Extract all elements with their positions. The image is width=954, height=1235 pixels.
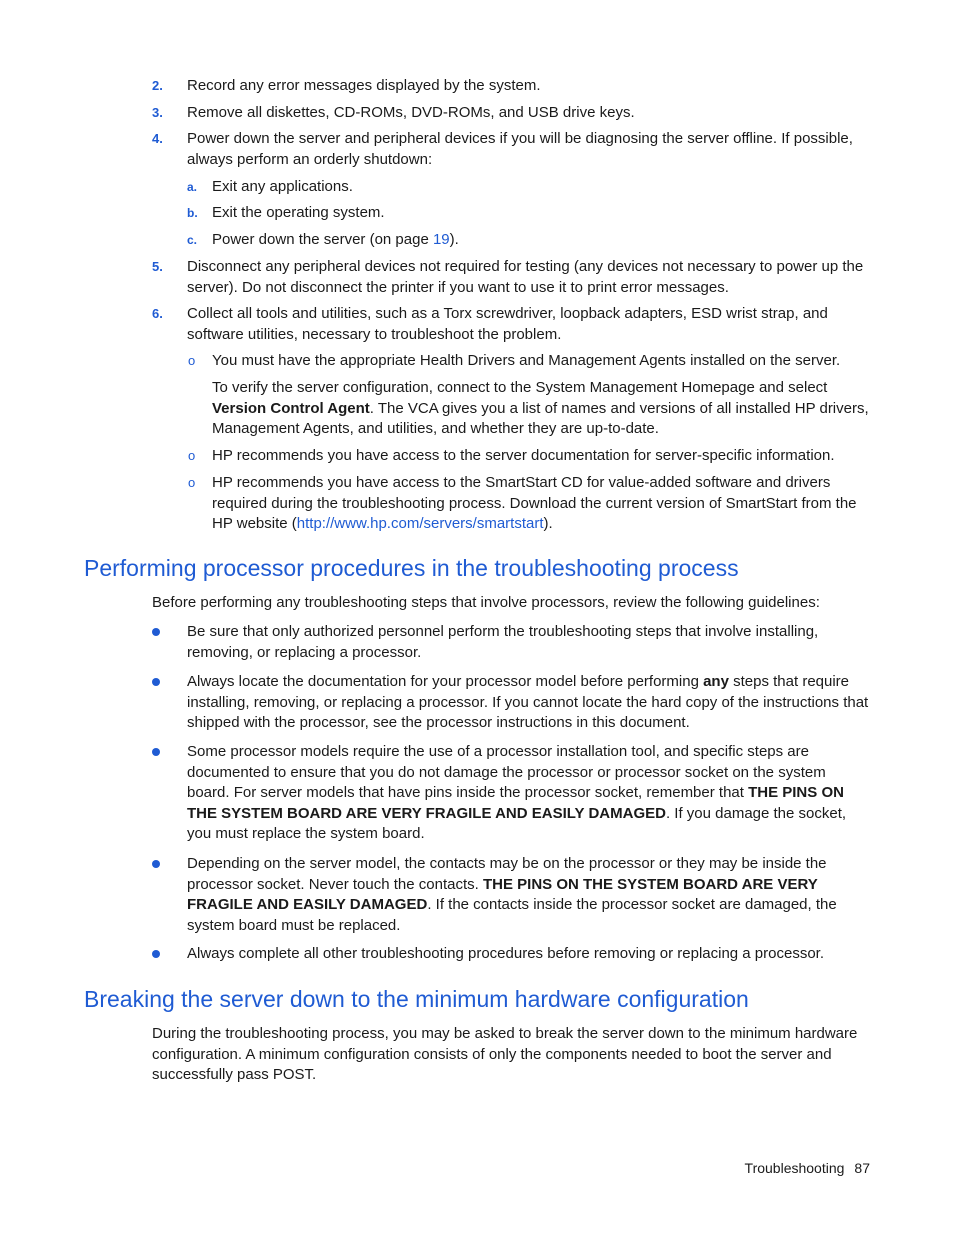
circle-bullet: o — [188, 353, 196, 368]
note-text — [212, 473, 872, 535]
step-text: Power down the server and peripheral devices if you will be diagnosing the server offline. If possible, always perform an orderly shutdown: — [187, 130, 853, 168]
guideline-text — [187, 742, 871, 845]
note-text: HP recommends you have access to the server documentation for server-specific information. — [212, 447, 835, 464]
bullet-dot — [152, 950, 160, 958]
guideline-text: Be sure that only authorized personnel perform the troubleshooting steps that involve installing, removing, or replacing a processor. — [187, 623, 819, 661]
substep-text-part: Power down the server (on page — [212, 231, 433, 248]
bullet-dot — [152, 860, 160, 868]
section-heading-minimum-config: Breaking the server down to the minimum hardware configuration — [84, 986, 749, 1012]
note-text: You must have the appropriate Health Drivers and Management Agents installed on the server. — [212, 352, 841, 369]
section-intro: Before performing any troubleshooting steps that involve processors, review the following guidelines: — [152, 594, 820, 611]
page-footer — [735, 1158, 870, 1179]
substep-letter: a. — [187, 180, 198, 194]
smartstart-link[interactable]: http://www.hp.com/servers/smartstart — [296, 515, 544, 532]
note-bold: Version Control Agent — [212, 399, 370, 417]
guideline-text-part: Always locate the documentation for your processor model before performing — [187, 673, 704, 690]
guideline-text: Always complete all other troubleshooting procedures before removing or replacing a processor. — [187, 945, 825, 962]
substep-text — [212, 230, 872, 251]
step-number: 2. — [152, 78, 163, 93]
guideline-bold: any — [703, 673, 729, 690]
step-text: Record any error messages displayed by the system. — [187, 77, 541, 94]
step-number: 5. — [152, 259, 163, 274]
step-number: 6. — [152, 306, 163, 321]
bullet-dot — [152, 628, 160, 636]
guideline-text — [187, 672, 871, 734]
bullet-dot — [152, 678, 160, 686]
substep-text: Exit the operating system. — [212, 204, 385, 221]
step-text: Disconnect any peripheral devices not required for testing (any devices not necessary to power up the server). Do not disconnect the printer if you want to use it to print error messages. — [187, 258, 864, 296]
page-link[interactable]: 19 — [432, 231, 450, 248]
note-text-part: . The VCA gives you a list of names and versions of all installed HP drivers, Management Agents, and utilities, and whether they are up-to-date. — [212, 399, 869, 437]
circle-bullet: o — [188, 448, 196, 463]
substep-text: Exit any applications. — [212, 178, 353, 195]
bullet-dot — [152, 748, 160, 756]
guideline-text-part: steps that require installing, removing, or replacing a processor. If you cannot locate the hard copy of the instructions that shipped with the processor, see the processor instructions in this document. — [187, 673, 869, 731]
step-number: 4. — [152, 131, 163, 146]
guideline-text-part: Depending on the server model, the contacts may be on the processor or they may be inside the processor socket. Never touch the contacts. — [187, 855, 827, 893]
note-detail — [212, 378, 872, 440]
note-text-part: HP recommends you have access to the SmartStart CD for value-added software and drivers required during the troubleshooting process. Download the current version of SmartStart from the HP website ( — [212, 474, 857, 532]
step-text: Remove all diskettes, CD-ROMs, DVD-ROMs, and USB drive keys. — [187, 104, 635, 121]
circle-bullet: o — [188, 475, 196, 490]
page-number: 87 — [854, 1160, 870, 1176]
guideline-bold: THE PINS ON THE SYSTEM BOARD ARE VERY FRAGILE AND EASILY DAMAGED — [187, 784, 844, 822]
note-text-part: To verify the server configuration, connect to the System Management Homepage and select — [212, 379, 828, 396]
step-text: Collect all tools and utilities, such as a Torx screwdriver, loopback adapters, ESD wrist strap, and software utilities, necessary to troubleshoot the problem. — [187, 305, 828, 343]
guideline-bold: THE PINS ON THE SYSTEM BOARD ARE VERY FRAGILE AND EASILY DAMAGED — [187, 875, 818, 913]
guideline-text-part: Some processor models require the use of a processor installation tool, and specific steps are documented to ensure that you do not damage the processor or processor socket on the system board. For server models that have pins inside the processor socket, remember that — [187, 743, 826, 801]
guideline-text — [187, 854, 871, 936]
note-text-part: ). — [543, 515, 553, 532]
substep-text-part: ). — [449, 231, 459, 248]
guideline-text-part: . If the contacts inside the processor socket are damaged, the system board must be replaced. — [187, 896, 837, 934]
step-number: 3. — [152, 105, 163, 120]
section-heading-processor: Performing processor procedures in the troubleshooting process — [84, 555, 739, 581]
substep-letter: c. — [187, 233, 198, 247]
guideline-text-part: . If you damage the socket, you must replace the system board. — [187, 804, 847, 842]
section-body: During the troubleshooting process, you may be asked to break the server down to the minimum hardware configuration. A minimum configuration consists of only the components needed to boot the server and successfully pass POST. — [152, 1025, 858, 1083]
substep-letter: b. — [187, 206, 198, 220]
footer-section: Troubleshooting — [744, 1160, 845, 1176]
